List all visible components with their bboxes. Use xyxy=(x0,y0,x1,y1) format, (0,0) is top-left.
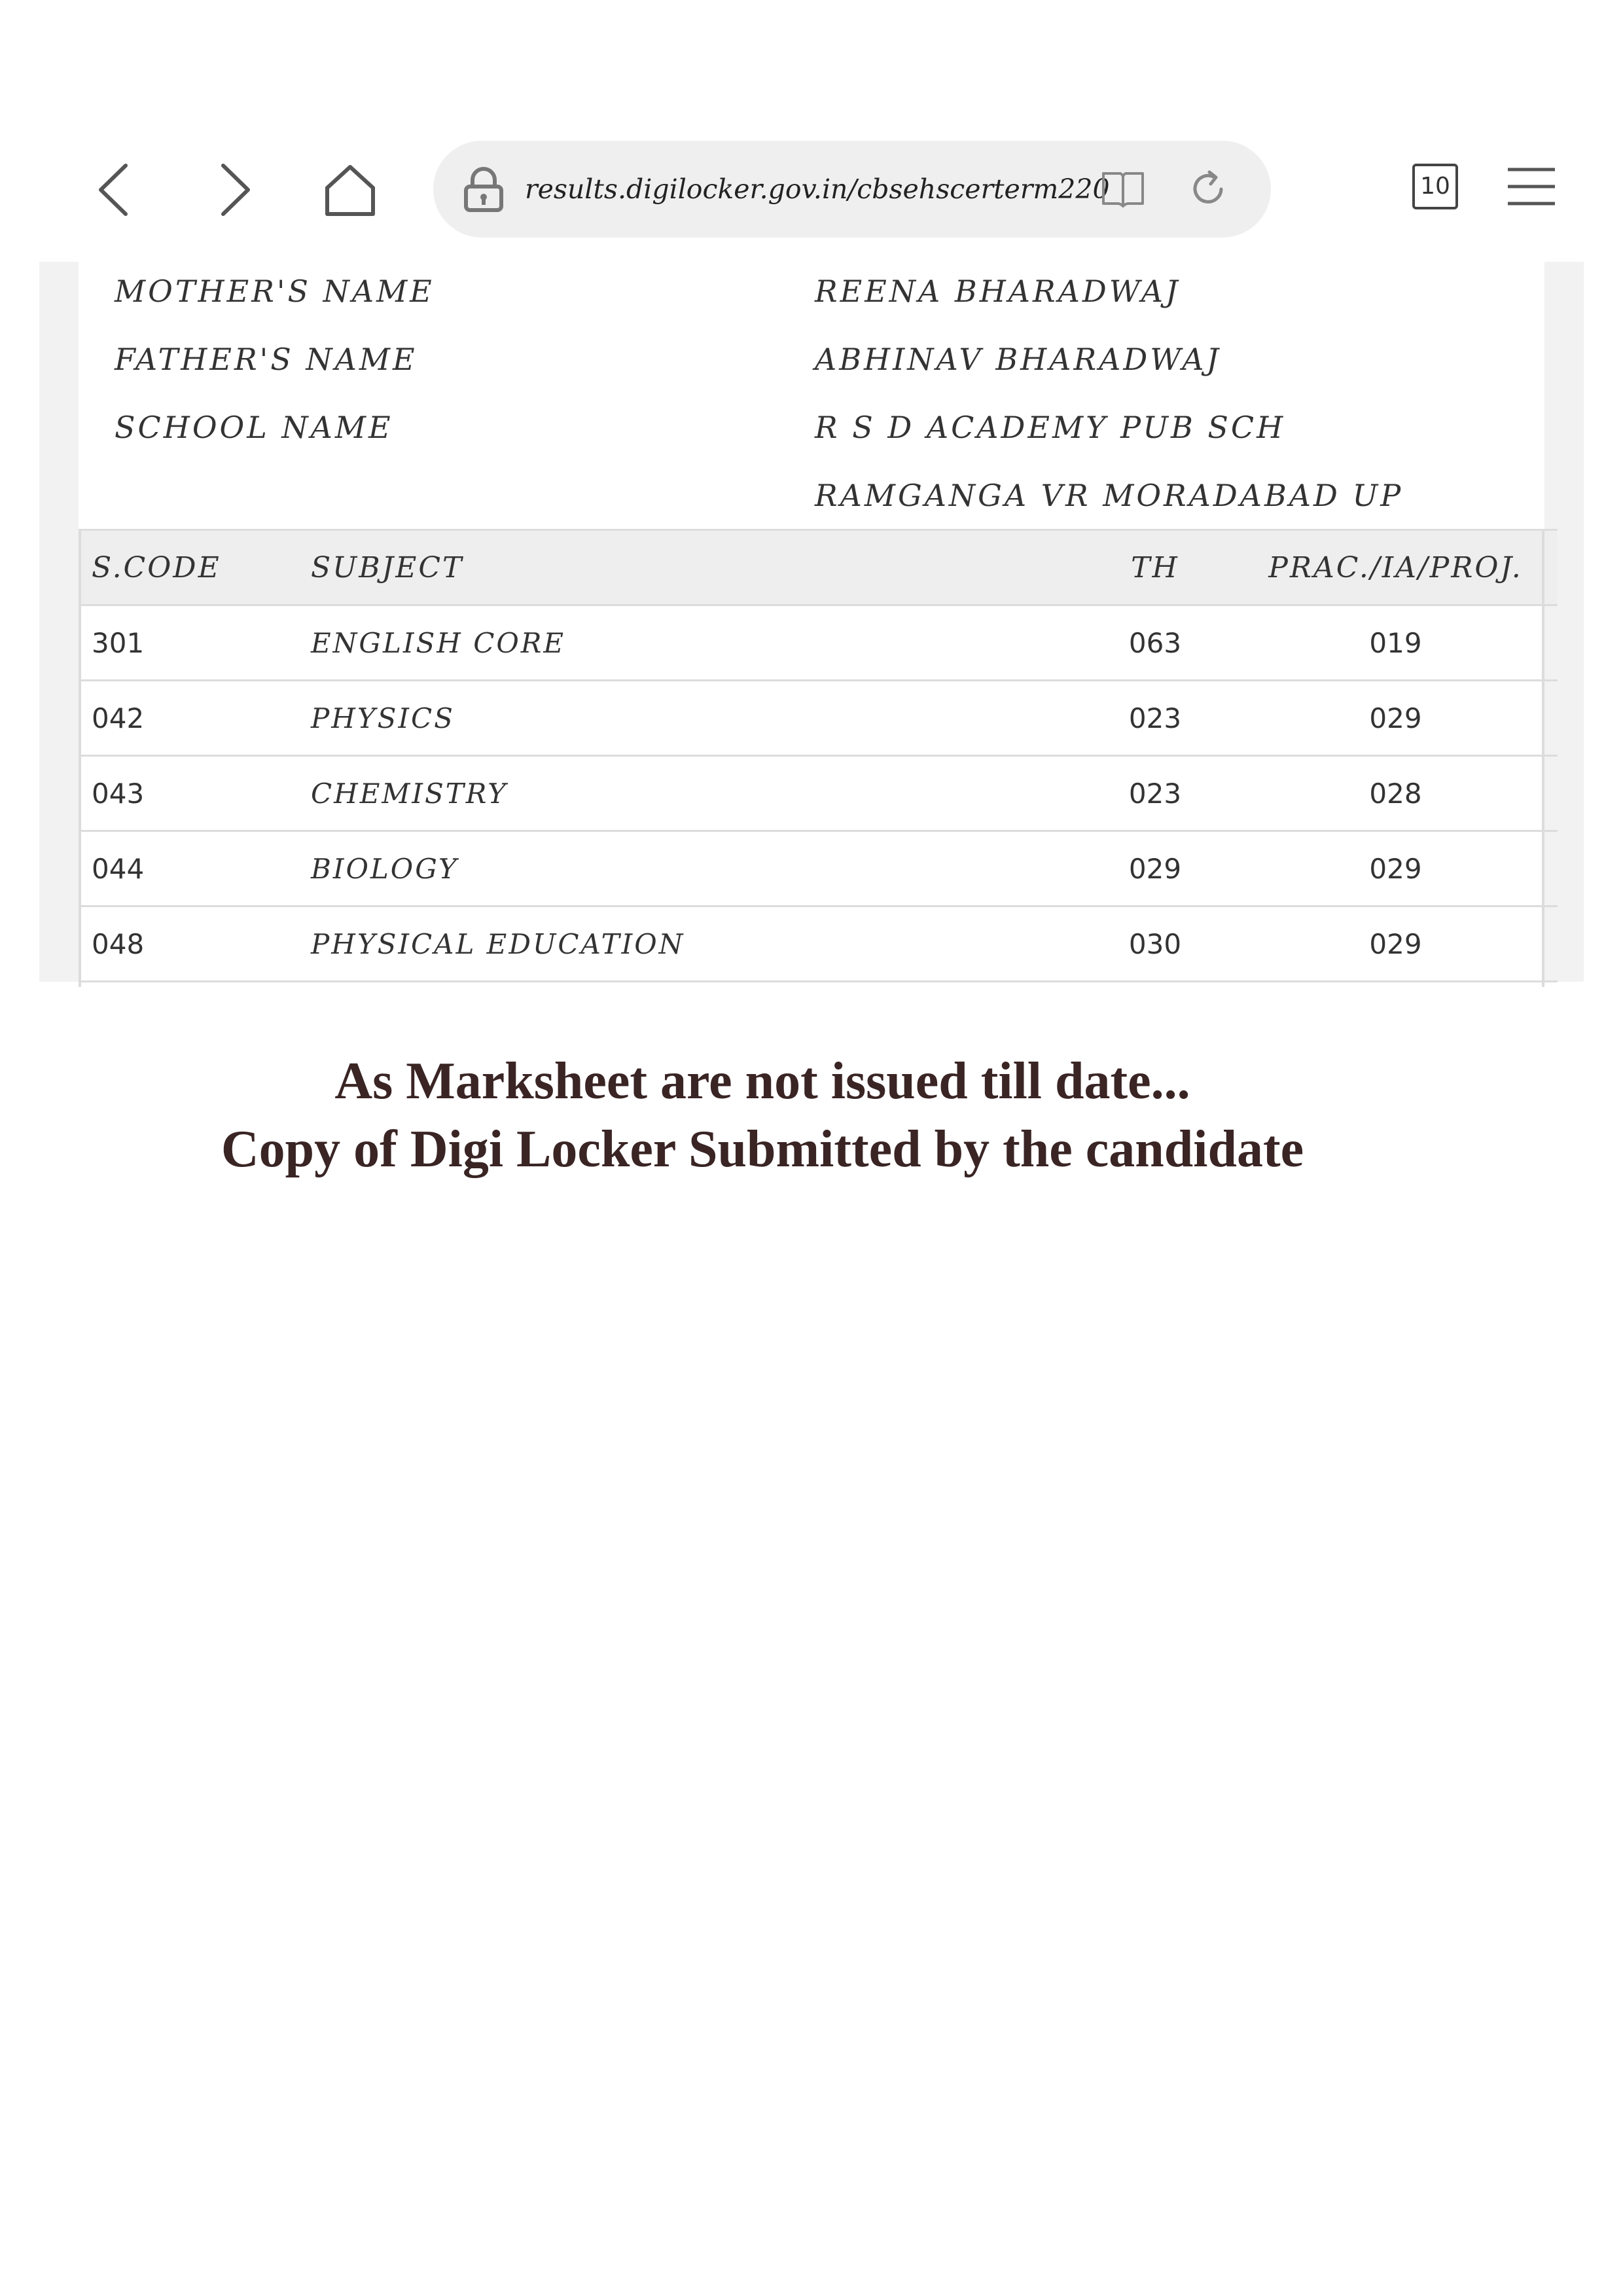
father-name-row xyxy=(79,327,1544,392)
header-theory: TH xyxy=(1077,530,1234,605)
theory-marks-cell: 063 xyxy=(1077,605,1234,681)
theory-marks-cell: 029 xyxy=(1077,831,1234,906)
subject-code-cell: 301 xyxy=(79,605,298,681)
practical-marks-cell: 029 xyxy=(1234,906,1558,982)
father-name-value: ABHINAV BHARADWAJ xyxy=(815,342,1221,377)
lock-icon xyxy=(461,166,507,213)
browser-toolbar xyxy=(0,124,1623,255)
theory-marks-cell: 023 xyxy=(1077,756,1234,831)
subject-cell: ENGLISH CORE xyxy=(298,605,1077,681)
school-name-label: SCHOOL NAME xyxy=(115,410,393,445)
mother-name-label: MOTHER'S NAME xyxy=(115,274,435,309)
submission-note xyxy=(0,1047,1525,1183)
forward-button[interactable] xyxy=(195,151,274,229)
school-address-value: RAMGANGA VR MORADABAD UP xyxy=(815,478,1404,513)
chevron-left-icon xyxy=(92,160,137,219)
mother-name-row xyxy=(79,259,1544,324)
subject-cell: PHYSICAL EDUCATION xyxy=(298,906,1077,982)
table-row xyxy=(79,756,1558,831)
home-button[interactable] xyxy=(311,151,389,229)
practical-marks-cell: 029 xyxy=(1234,681,1558,756)
note-line-1: As Marksheet are not issued till date... xyxy=(334,1052,1190,1110)
theory-marks-cell: 023 xyxy=(1077,681,1234,756)
note-line-2: Copy of Digi Locker Submitted by the candidate xyxy=(221,1121,1304,1178)
practical-marks-cell: 028 xyxy=(1234,756,1558,831)
theory-marks-cell: 030 xyxy=(1077,906,1234,982)
subject-code-cell: 043 xyxy=(79,756,298,831)
school-name-value: R S D ACADEMY PUB SCH xyxy=(815,410,1286,445)
header-subject-code: S.CODE xyxy=(79,530,298,605)
hamburger-menu-icon[interactable] xyxy=(1505,160,1558,213)
tab-count-button[interactable]: 10 xyxy=(1412,164,1458,209)
subject-cell: CHEMISTRY xyxy=(298,756,1077,831)
reload-icon[interactable] xyxy=(1187,168,1229,210)
header-subject: SUBJECT xyxy=(298,530,1077,605)
subject-cell: BIOLOGY xyxy=(298,831,1077,906)
marks-table xyxy=(79,529,1558,982)
subject-code-cell: 042 xyxy=(79,681,298,756)
table-row xyxy=(79,681,1558,756)
practical-marks-cell: 029 xyxy=(1234,831,1558,906)
url-text[interactable]: results.digilocker.gov.in/cbsehscerterm220 xyxy=(525,173,1110,205)
subject-code-cell: 044 xyxy=(79,831,298,906)
back-button[interactable] xyxy=(75,151,154,229)
book-icon[interactable] xyxy=(1101,168,1145,210)
table-left-border xyxy=(79,529,81,987)
subject-cell: PHYSICS xyxy=(298,681,1077,756)
table-right-border xyxy=(1542,529,1544,987)
mother-name-value: REENA BHARADWAJ xyxy=(815,274,1181,309)
table-header-row xyxy=(79,530,1558,605)
home-icon xyxy=(321,160,380,219)
chevron-right-icon xyxy=(211,160,257,219)
header-practical: PRAC./IA/PROJ. xyxy=(1234,530,1558,605)
result-card xyxy=(79,262,1544,982)
school-address-row xyxy=(79,463,1544,528)
table-row xyxy=(79,831,1558,906)
subject-code-cell: 048 xyxy=(79,906,298,982)
father-name-label: FATHER'S NAME xyxy=(115,342,418,377)
table-row xyxy=(79,605,1558,681)
table-row xyxy=(79,906,1558,982)
practical-marks-cell: 019 xyxy=(1234,605,1558,681)
school-name-row xyxy=(79,395,1544,460)
address-bar[interactable] xyxy=(433,141,1271,238)
web-page-content xyxy=(39,262,1584,982)
